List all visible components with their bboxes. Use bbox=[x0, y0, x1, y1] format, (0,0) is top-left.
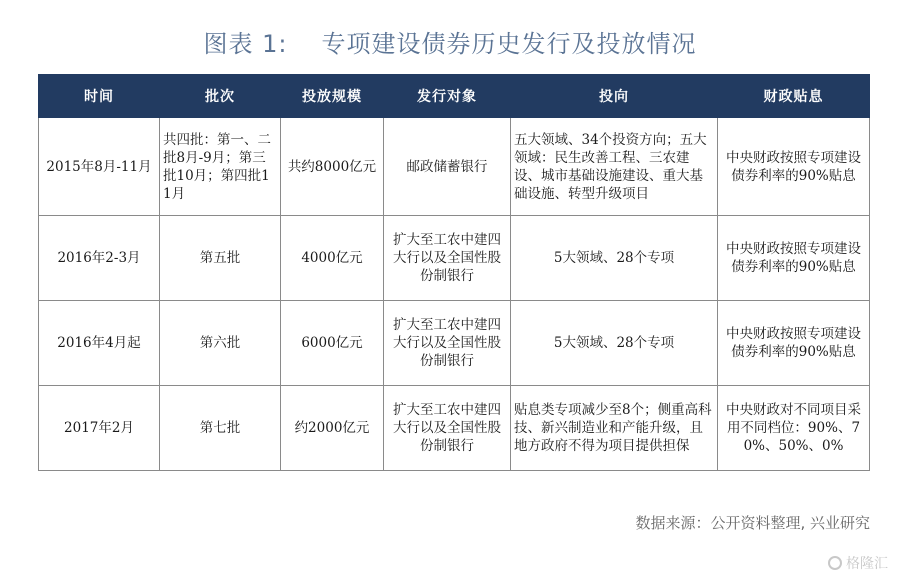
cell-subsidy: 中央财政按照专项建设债券利率的90%贴息 bbox=[718, 216, 870, 301]
cell-subsidy: 中央财政按照专项建设债券利率的90%贴息 bbox=[718, 301, 870, 386]
header-scale: 投放规模 bbox=[281, 75, 384, 118]
source-note: 数据来源：公开资料整理, 兴业研究 bbox=[635, 514, 870, 532]
table-row bbox=[39, 118, 870, 216]
cell-target: 扩大至工农中建四大行以及全国性股份制银行 bbox=[384, 386, 511, 471]
cell-time: 2017年2月 bbox=[39, 386, 160, 471]
bond-issuance-table bbox=[38, 74, 870, 471]
cell-batch: 第五批 bbox=[160, 216, 281, 301]
cell-direction: 五大领域、34个投资方向；五大领域：民生改善工程、三农建设、城市基础设施建设、重大基础设施、转型升级项目 bbox=[511, 118, 718, 216]
watermark bbox=[828, 553, 888, 573]
header-subsidy: 财政贴息 bbox=[718, 75, 870, 118]
figure-title-text: 专项建设债券历史发行及投放情况 bbox=[321, 30, 697, 58]
watermark-logo-icon bbox=[828, 556, 842, 570]
figure-label: 图表 1: bbox=[203, 30, 288, 58]
header-batch: 批次 bbox=[160, 75, 281, 118]
cell-direction: 5大领域、28个专项 bbox=[511, 301, 718, 386]
table-header-row bbox=[39, 75, 870, 118]
cell-subsidy: 中央财政按照专项建设债券利率的90%贴息 bbox=[718, 118, 870, 216]
cell-direction: 5大领域、28个专项 bbox=[511, 216, 718, 301]
cell-direction: 贴息类专项减少至8个；侧重高科技、新兴制造业和产能升级，且地方政府不得为项目提供担保 bbox=[511, 386, 718, 471]
cell-target: 扩大至工农中建四大行以及全国性股份制银行 bbox=[384, 301, 511, 386]
table-row bbox=[39, 386, 870, 471]
cell-time: 2016年4月起 bbox=[39, 301, 160, 386]
table-row bbox=[39, 301, 870, 386]
chart-title bbox=[0, 24, 900, 59]
cell-batch: 共四批：第一、二批8月-9月；第三批10月；第四批11月 bbox=[160, 118, 281, 216]
cell-subsidy: 中央财政对不同项目采用不同档位：90%、70%、50%、0% bbox=[718, 386, 870, 471]
cell-target: 邮政储蓄银行 bbox=[384, 118, 511, 216]
cell-scale: 4000亿元 bbox=[281, 216, 384, 301]
cell-batch: 第七批 bbox=[160, 386, 281, 471]
table-row bbox=[39, 216, 870, 301]
header-direction: 投向 bbox=[511, 75, 718, 118]
cell-scale: 6000亿元 bbox=[281, 301, 384, 386]
cell-time: 2015年8月-11月 bbox=[39, 118, 160, 216]
cell-batch: 第六批 bbox=[160, 301, 281, 386]
header-time: 时间 bbox=[39, 75, 160, 118]
cell-time: 2016年2-3月 bbox=[39, 216, 160, 301]
cell-scale: 共约8000亿元 bbox=[281, 118, 384, 216]
cell-scale: 约2000亿元 bbox=[281, 386, 384, 471]
watermark-text: 格隆汇 bbox=[846, 556, 888, 572]
header-target: 发行对象 bbox=[384, 75, 511, 118]
cell-target: 扩大至工农中建四大行以及全国性股份制银行 bbox=[384, 216, 511, 301]
